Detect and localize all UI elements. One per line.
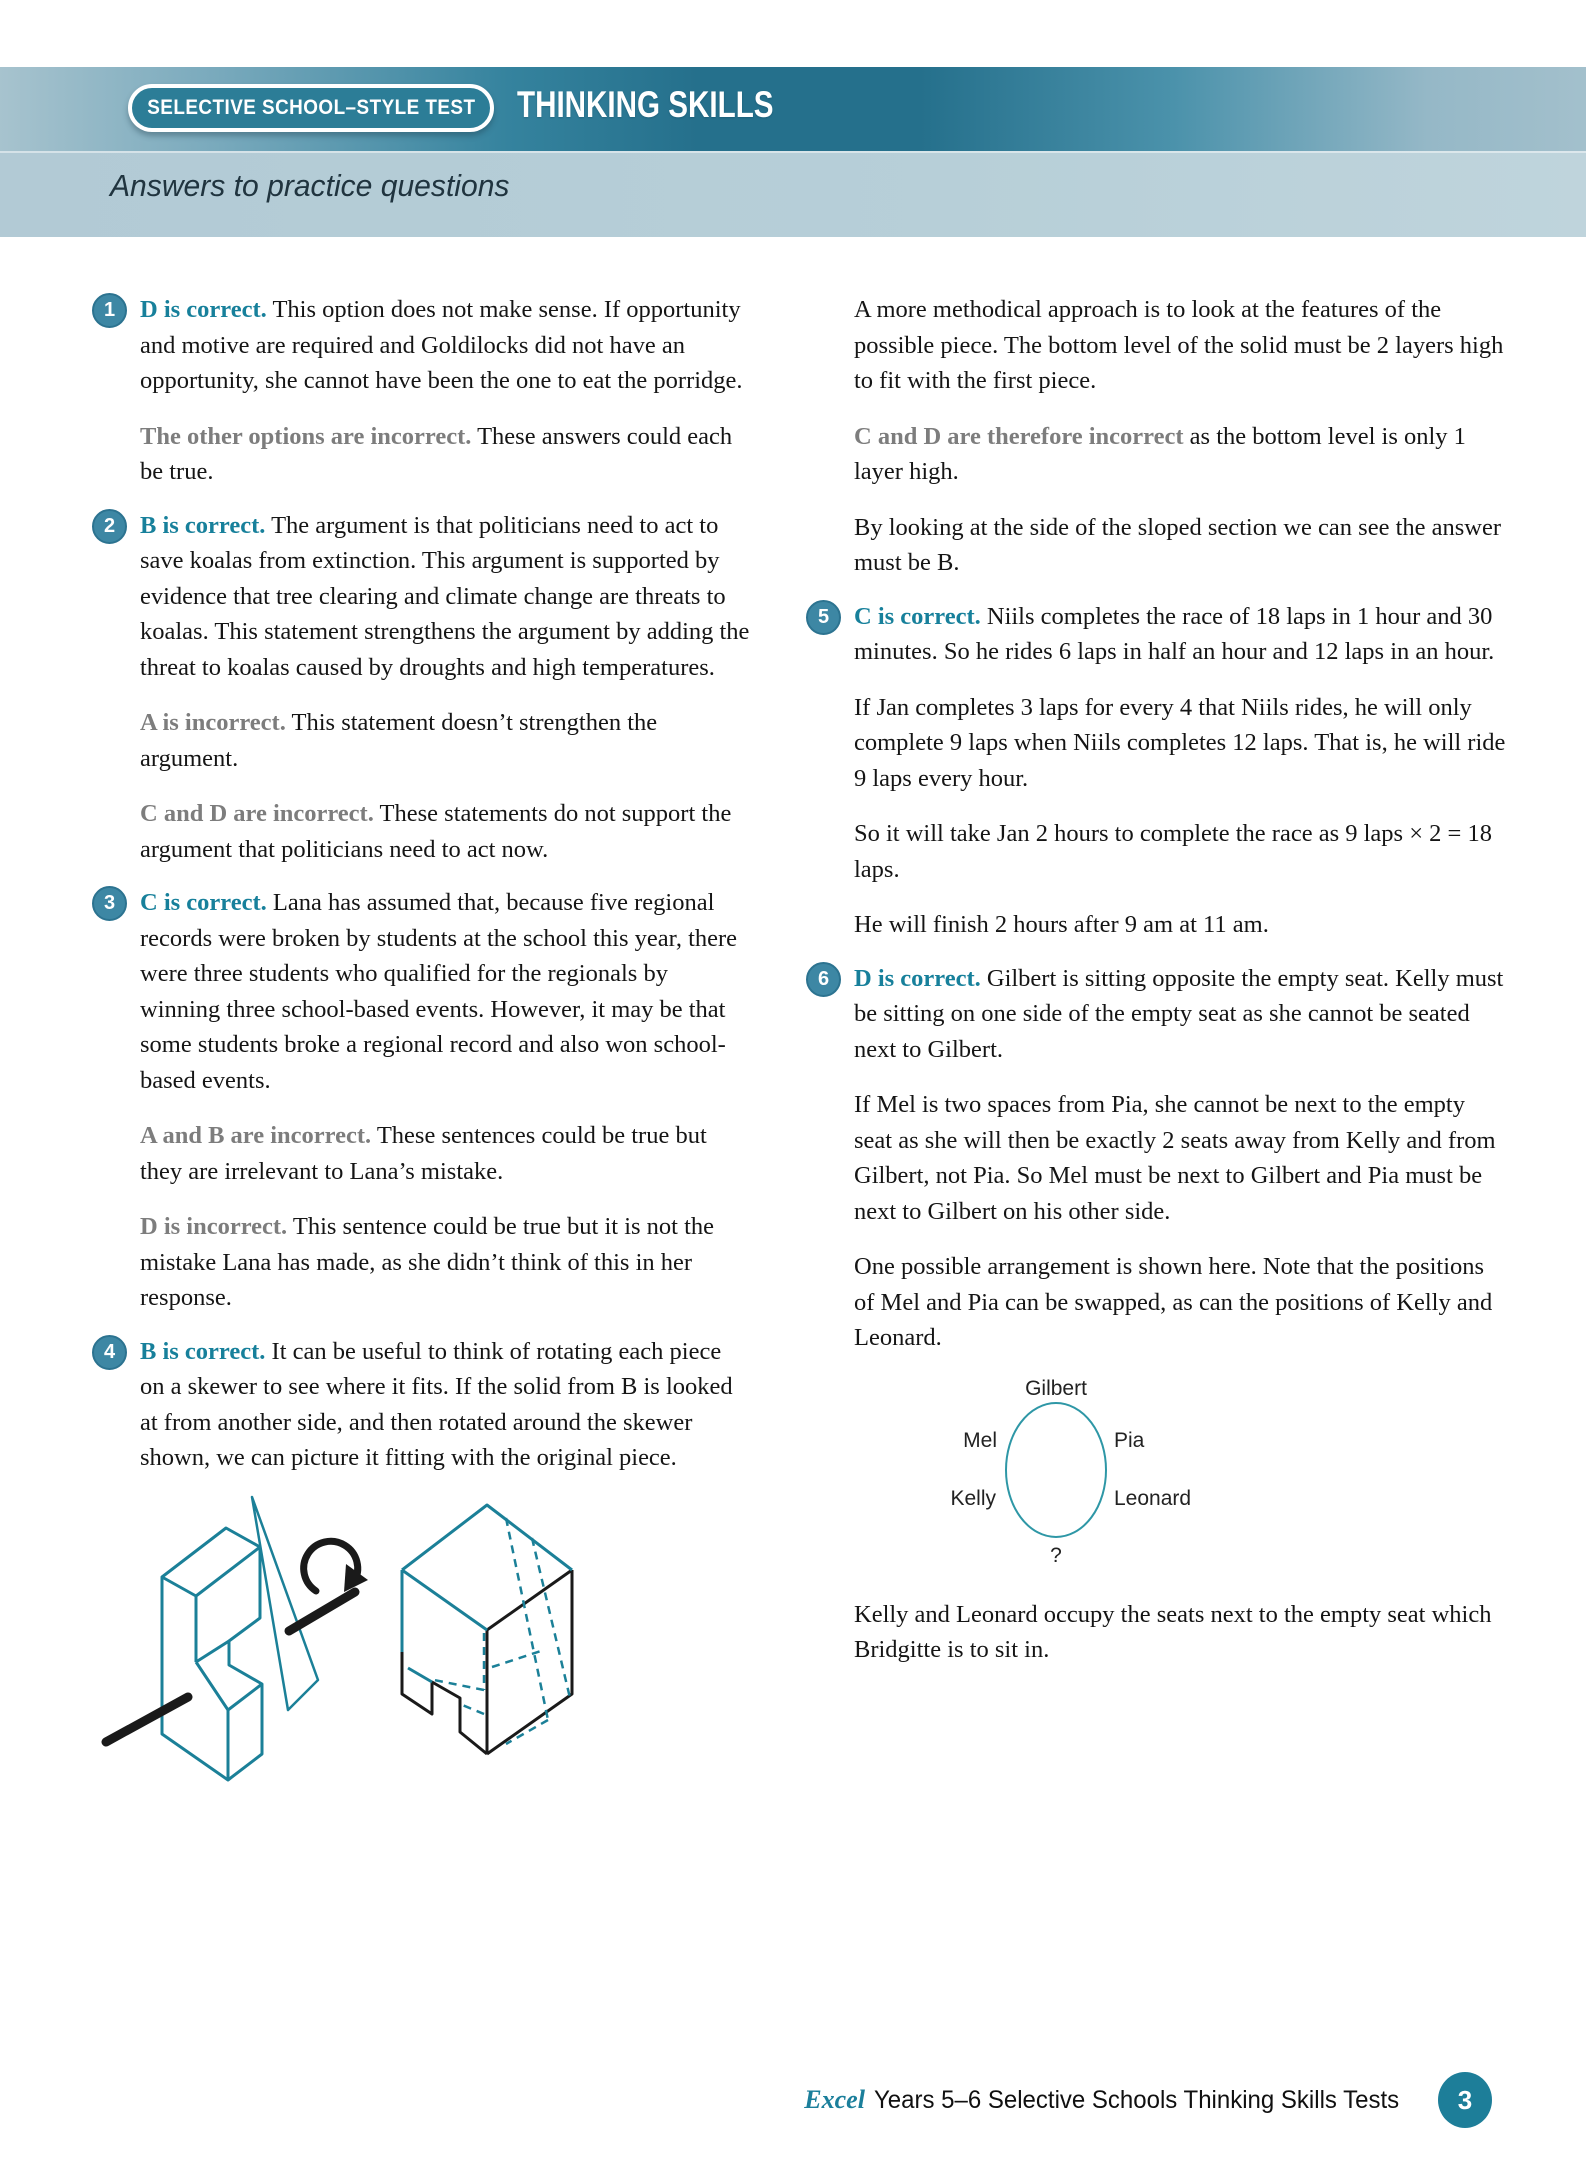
seat-label-empty: ?	[1050, 1543, 1062, 1567]
seat-label-gilbert: Gilbert	[1025, 1376, 1087, 1400]
page-number-badge: 3	[1438, 2072, 1492, 2128]
answer-item	[92, 1334, 750, 1797]
answer-lead-incorrect: A is incorrect.	[140, 709, 286, 736]
answer-item	[92, 292, 750, 490]
answer-paragraph: If Jan completes 3 laps for every 4 that Niils rides, he will only complete 9 laps when Niils completes 12 laps. That is, he will ride 9 laps every hour.	[854, 693, 1506, 792]
seat-label-leonard: Leonard	[1114, 1486, 1192, 1510]
answer-lead-correct: B is correct.	[140, 1337, 266, 1365]
seat-label-pia: Pia	[1114, 1428, 1145, 1452]
footer-text-line	[804, 2085, 1421, 2115]
rotation-arrow-icon	[304, 1541, 368, 1592]
answer-content	[140, 885, 750, 1316]
answer-lead-incorrect: A and B are incorrect.	[140, 1122, 372, 1149]
answer-item	[806, 961, 1508, 1668]
answer-lead-correct: C is correct.	[140, 889, 267, 916]
page-title: THINKING SKILLS	[517, 84, 774, 125]
answer-paragraph: So it will take Jan 2 hours to complete the race as 9 laps × 2 = 18 laps.	[854, 820, 1492, 883]
answer-paragraph: D is correct. Gilbert is sitting opposite the empty seat. Kelly must be sitting on one side of the empty seat as she cannot be seated next to Gilbert.	[854, 964, 1504, 1063]
page-subtitle: Answers to practice questions	[110, 168, 510, 203]
answer-paragraph: B is correct. The argument is that politicians need to act to save koalas from extinction. This argument is supported by evidence that tree clearing and climate change are threats to koalas. This statement strengthens the argument by adding the threat to koalas caused by droughts and high temperatures.	[140, 511, 750, 681]
right-column	[806, 292, 1508, 1686]
answer-lead-correct: C is correct.	[854, 602, 981, 630]
page-footer	[804, 2072, 1492, 2128]
answer-content	[140, 292, 750, 490]
answer-number-badge: 5	[806, 600, 841, 635]
rotation-diagram-svg	[92, 1492, 750, 1792]
answer-lead-incorrect: C and D are therefore incorrect	[854, 422, 1184, 450]
answer-number-badge: 3	[92, 886, 127, 921]
answer-lead-correct: B is correct.	[140, 511, 266, 539]
answer-badge-cell	[806, 599, 841, 943]
answer-number-badge: 1	[92, 293, 127, 328]
rotation-diagram	[92, 1492, 750, 1797]
answer-paragraph: One possible arrangement is shown here. Note that the positions of Mel and Pia can be swapped, as can the positions of Kelly and Leonard.	[854, 1253, 1493, 1351]
answer-badge-cell	[806, 961, 841, 1668]
answer-paragraph: C and D are therefore incorrect as the bottom level is only 1 layer high.	[854, 422, 1466, 485]
left-column	[92, 292, 750, 1815]
answer-badge-cell	[92, 292, 127, 490]
step-solid-outline	[162, 1528, 262, 1780]
answer-paragraph: C and D are incorrect. These statements do not support the argument that politicians need to act now.	[140, 800, 732, 863]
answer-paragraph: If Mel is two spaces from Pia, she cannot be next to the empty seat as she will then be exactly 2 seats away from Kelly and from Gilbert, not Pia. So Mel must be next to Gilbert and Pia must be next to Gilbert on his other side.	[854, 1091, 1496, 1225]
answer-paragraph: By looking at the side of the sloped section we can see the answer must be B.	[854, 513, 1502, 576]
answer-content	[854, 599, 1508, 943]
answer-content	[140, 508, 750, 868]
answer-paragraph: The other options are incorrect. These answers could each be true.	[140, 422, 733, 485]
test-type-badge	[128, 84, 494, 132]
answer-item	[92, 508, 750, 868]
answer-paragraph: C is correct. Niils completes the race of 18 laps in 1 hour and 30 minutes. So he rides 6 laps in half an hour and 12 laps in an hour.	[854, 602, 1495, 665]
answer-badge-cell	[92, 885, 127, 1316]
answer-lead-correct: D is correct.	[140, 296, 267, 323]
brand-name: Excel	[804, 2085, 865, 2114]
footer-series-title: Years 5–6 Selective Schools Thinking Skills Tests	[873, 2086, 1400, 2114]
answer-lead-incorrect: The other options are incorrect.	[140, 422, 472, 450]
test-type-badge-label: SELECTIVE SCHOOL–STYLE TEST	[146, 96, 476, 119]
answer-paragraph: He will finish 2 hours after 9 am at 11 am.	[854, 911, 1269, 938]
answer-paragraph: D is correct. This option does not make sense. If opportunity and motive are required and Goldilocks did not have an opportunity, she cannot have been the one to eat the porridge.	[140, 296, 743, 394]
answer-badge-cell	[92, 508, 127, 868]
answer-number-badge: 2	[92, 509, 127, 544]
answer-item	[806, 599, 1508, 943]
answer-paragraph: A is incorrect. This statement doesn’t strengthen the argument.	[140, 709, 658, 772]
seating-diagram	[854, 1372, 1508, 1577]
answer-paragraph: D is incorrect. This sentence could be true but it is not the mistake Lana has made, as she didn’t think of this in her response.	[140, 1213, 715, 1311]
answer-paragraph: C is correct. Lana has assumed that, because five regional records were broken by students at the school this year, there were three students who qualified for the regionals by winning three school-based events. However, it may be that some students broke a regional record and also won school-based events.	[140, 889, 738, 1094]
answer-item	[92, 885, 750, 1316]
table-ellipse	[1004, 1401, 1108, 1539]
answer-content	[854, 292, 1508, 581]
answer-lead-incorrect: C and D are incorrect.	[140, 800, 374, 827]
answer-lead-incorrect: D is incorrect.	[140, 1213, 288, 1240]
answer-paragraph: A and B are incorrect. These sentences could be true but they are irrelevant to Lana’s mistake.	[140, 1122, 707, 1185]
answer-number-badge: 4	[92, 1335, 127, 1370]
sloped-plane	[252, 1497, 318, 1710]
answer-lead-correct: D is correct.	[854, 964, 981, 992]
seat-label-kelly: Kelly	[950, 1486, 996, 1510]
answer-content	[140, 1334, 750, 1797]
answer-paragraph: A more methodical approach is to look at the features of the possible piece. The bottom level of the solid must be 2 layers high to fit with the first piece.	[854, 296, 1504, 394]
answer-badge-cell	[806, 292, 841, 581]
answer-paragraph: B is correct. It can be useful to think of rotating each piece on a skewer to see where it fits. If the solid from B is looked at from another side, and then rotated around the skewer shown, we can picture it fitting with the original piece.	[140, 1337, 733, 1471]
seat-label-mel: Mel	[963, 1428, 997, 1452]
answer-paragraph: Kelly and Leonard occupy the seats next to the empty seat which Bridgitte is to sit in.	[854, 1600, 1492, 1663]
answer-content	[854, 961, 1508, 1668]
answer-number-badge: 6	[806, 962, 841, 997]
answer-item	[806, 292, 1508, 581]
